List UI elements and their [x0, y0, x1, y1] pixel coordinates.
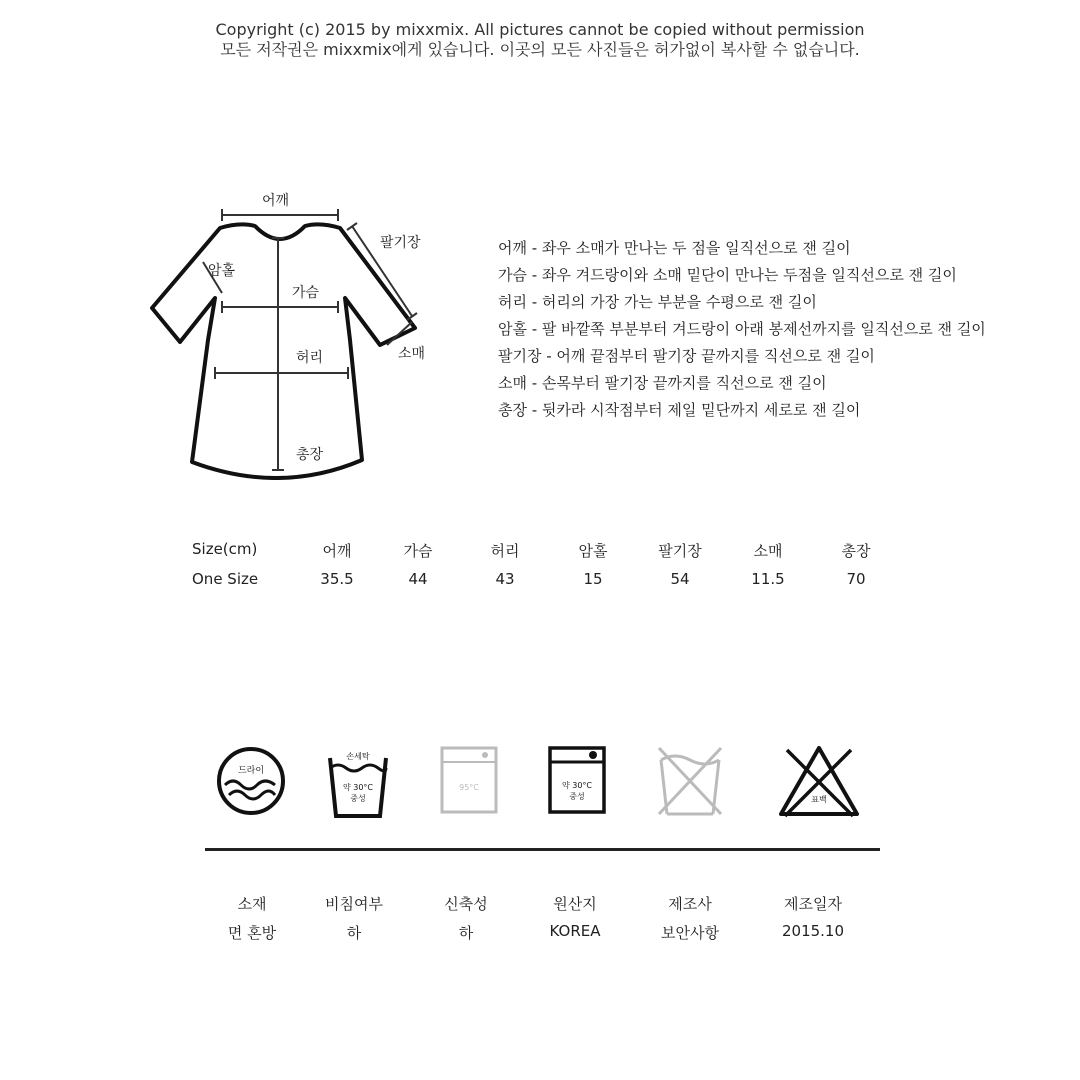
size-cell: 11.5 [751, 570, 785, 588]
label-sleeve-length: 팔기장 [380, 235, 421, 251]
label-total-length: 총장 [296, 447, 324, 463]
description-item: 소매 - 손목부터 팔기장 끝까지를 직선으로 잰 길이 [498, 374, 827, 392]
section-divider [205, 848, 880, 851]
hand-wash-label: 손세탁 [346, 752, 370, 761]
hand-wash-icon [326, 744, 390, 820]
size-header-cell: 소매 [753, 542, 783, 560]
size-cell: 43 [495, 570, 515, 588]
table-row [0, 570, 1080, 592]
material-value-cell: KOREA [549, 922, 601, 940]
no-bleach-icon [777, 742, 861, 818]
size-header-cell: 팔기장 [658, 542, 702, 560]
label-chest: 가슴 [292, 285, 320, 301]
no-bleach-label: 표백 [811, 795, 827, 804]
garment-diagram [140, 180, 440, 480]
size-cell: 44 [408, 570, 428, 588]
material-header-cell: 제조사 [668, 895, 712, 913]
label-armhole: 암홀 [208, 263, 236, 279]
dry-clean-label: 드라이 [237, 766, 265, 776]
machine-wash-disabled-temp: 95°C [459, 783, 479, 792]
label-cuff: 소매 [398, 346, 426, 362]
machine-wash-icon [548, 746, 606, 814]
description-item: 팔기장 - 어깨 끝점부터 팔기장 끝까지를 직선으로 잰 길이 [498, 347, 875, 365]
material-header-cell: 신축성 [444, 895, 488, 913]
measurement-descriptions [498, 235, 986, 424]
hand-wash-level: 중성 [350, 794, 366, 803]
description-item: 가슴 - 좌우 겨드랑이와 소매 밑단이 만나는 두점을 일직선으로 잰 길이 [498, 266, 957, 284]
size-header-cell: 암홀 [578, 542, 608, 560]
material-header-cell: 제조일자 [784, 895, 842, 913]
size-cell: 70 [846, 570, 866, 588]
machine-wash-level: 중성 [569, 792, 585, 801]
copyright-line-ko: 모든 저작권은 mixxmix에게 있습니다. 이곳의 모든 사진들은 허가없이 복사할 수 없습니다. [220, 40, 860, 59]
material-value-cell: 하 [458, 924, 474, 942]
size-header-cell: 어깨 [322, 542, 352, 560]
material-value-cell: 면 혼방 [227, 924, 277, 942]
size-cell: 54 [670, 570, 690, 588]
size-table-header [0, 540, 1080, 562]
size-header-cell: Size(cm) [192, 540, 258, 558]
hand-wash-temp: 약 30°C [342, 783, 374, 792]
size-header-cell: 허리 [490, 542, 520, 560]
size-cell: 15 [583, 570, 603, 588]
label-shoulder: 어깨 [262, 193, 290, 209]
dry-clean-icon [215, 745, 287, 817]
size-cell: One Size [192, 570, 259, 588]
size-header-cell: 총장 [841, 542, 871, 560]
description-item: 총장 - 뒷카라 시작점부터 제일 밑단까지 세로로 잰 길이 [498, 401, 861, 419]
machine-wash-disabled-icon [440, 746, 498, 814]
copyright-line-en: Copyright (c) 2015 by mixxmix. All pictures cannot be copied without permission [215, 20, 865, 39]
material-header-cell: 비침여부 [325, 895, 383, 913]
no-tumble-dry-icon [655, 744, 725, 818]
material-header-cell: 소재 [237, 895, 267, 913]
description-item: 어깨 - 좌우 소매가 만나는 두 점을 일직선으로 잰 길이 [498, 239, 851, 257]
description-item: 암홀 - 팔 바깥쪽 부분부터 겨드랑이 아래 봉제선까지를 일직선으로 잰 길이 [498, 320, 986, 338]
material-value-cell: 하 [346, 924, 362, 942]
label-waist: 허리 [296, 350, 324, 366]
material-value-cell: 보안사항 [661, 924, 719, 942]
material-value-cell: 2015.10 [781, 922, 845, 940]
size-cell: 35.5 [320, 570, 354, 588]
size-header-cell: 가슴 [403, 542, 433, 560]
machine-wash-temp: 약 30°C [561, 781, 593, 790]
description-item: 허리 - 허리의 가장 가는 부분을 수평으로 잰 길이 [498, 293, 817, 311]
material-header-cell: 원산지 [553, 895, 597, 913]
